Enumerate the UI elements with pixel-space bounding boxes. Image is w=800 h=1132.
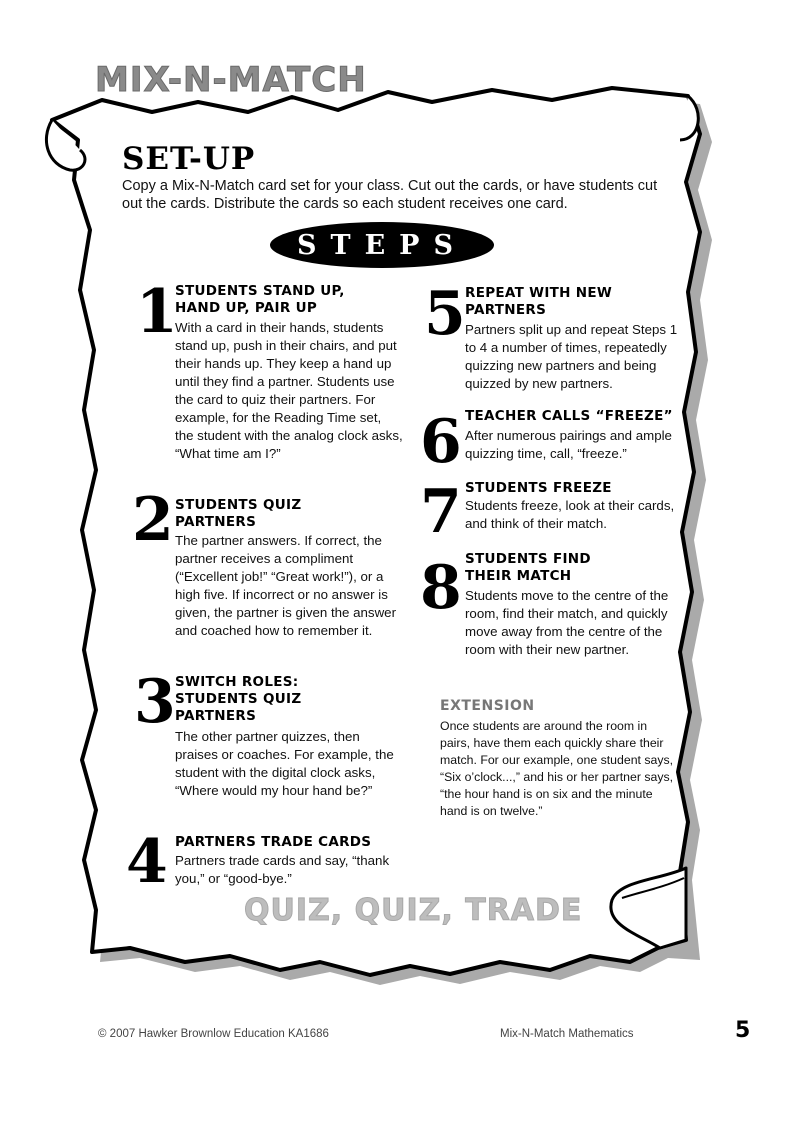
footer-book-title: Mix-N-Match Mathematics <box>500 1028 634 1040</box>
step-body: Partners trade cards and say, “thank you,” or “good-bye.” <box>175 853 390 886</box>
step-body: The other partner quizzes, then praises or coaches. For example, the student with the digital clock asks, “Where would my hour hand be?” <box>175 729 394 798</box>
step-number: 2 <box>132 485 174 555</box>
step-heading: STUDENTS STAND UP, HAND UP, PAIR UP <box>175 283 345 316</box>
step-heading: SWITCH ROLES: STUDENTS QUIZ PARTNERS <box>175 674 302 724</box>
step-heading: TEACHER CALLS “FREEZE” <box>465 408 673 424</box>
step-number: 7 <box>420 477 462 547</box>
step-number: 4 <box>126 827 168 897</box>
step-heading: REPEAT WITH NEW PARTNERS <box>465 285 613 318</box>
step-body: Students freeze, look at their cards, and think of their match. <box>465 498 675 531</box>
extension-text: Once students are around the room in pairs, have them each quickly share their match. For our example, one student says, “Six o’clock...,” and his or her partner says, “the hour hand is on six and the minute hand is on twelve.” <box>440 719 674 818</box>
page-number: 5 <box>735 1018 751 1043</box>
step-body: Students move to the centre of the room, find their match, and quickly move away from the centre of the room with their new partner. <box>465 588 669 657</box>
page-title: MIX-N-MATCH <box>95 60 367 100</box>
step-heading: STUDENTS FIND THEIR MATCH <box>465 551 591 584</box>
steps-label: STEPS <box>297 230 467 261</box>
step-heading: PARTNERS TRADE CARDS <box>175 834 372 850</box>
step-body: The partner answers. If correct, the partner receives a compliment (“Excellent job!” “Great work!”), or a high five. If incorrect or no answer is given, the partner is given the answer and coached how to remember it. <box>175 533 397 638</box>
step-body: After numerous pairings and ample quizzing time, call, “freeze.” <box>465 428 672 461</box>
setup-text: Copy a Mix-N-Match card set for your class. Cut out the cards, or have students cut out the cards. Distribute the cards so each student receives one card. <box>122 178 658 212</box>
step-number: 6 <box>420 407 462 477</box>
step-number: 3 <box>134 667 176 737</box>
step-number: 1 <box>136 277 178 347</box>
step-number: 5 <box>424 279 466 349</box>
step-body: With a card in their hands, students stand up, push in their chairs, and put their hands up. They keep a hand up until they find a partner. Students use the card to quiz their partners. For example, for the Reading Time set, the student with the analog clock asks, “What time am I?” <box>175 320 403 461</box>
step-heading: STUDENTS QUIZ PARTNERS <box>175 497 302 530</box>
extension-heading: EXTENSION <box>440 698 535 714</box>
step-body: Partners split up and repeat Steps 1 to 4 a number of times, repeatedly quizzing new partners and being quizzed by new partners. <box>465 322 678 391</box>
structure-brand: QUIZ, QUIZ, TRADE <box>244 893 583 928</box>
step-number: 8 <box>420 553 462 623</box>
setup-heading: SET-UP <box>122 141 256 177</box>
step-heading: STUDENTS FREEZE <box>465 480 612 496</box>
footer-copyright: © 2007 Hawker Brownlow Education KA1686 <box>98 1028 329 1040</box>
